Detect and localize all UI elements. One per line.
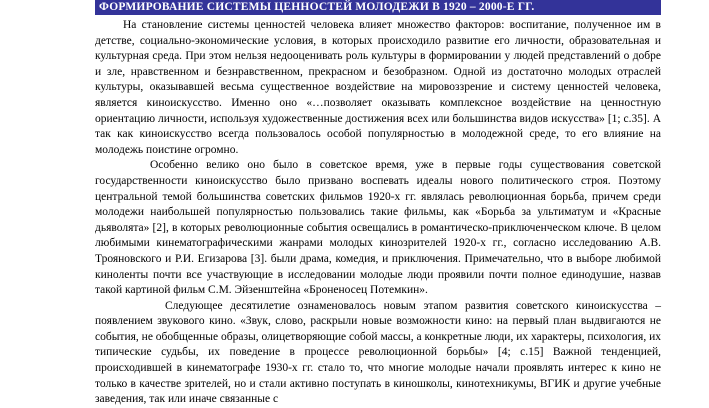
paragraph: Следующее десятилетие ознаменовалось новым этапом развития советского киноискусства – появлением звукового кино. «Звук, слово, раскрыли новые возможности кино: на первый план выдвигаются не события, не обобщенные образы, олицетворяющие собой массы, а конкретные люди, их характеры, психология, их типические судьбы, их поведение в процессе революционной борьбы» [4; с.15] Важной тенденцией, происходившей в кинематографе 1930-х гг. стало то, что многие молодые начали проявлять интерес к кино не только в качестве зрителей, но и стали активно поступать в киношколы, кинотехникумы, ВГИК и другие учебные заведения, так или иначе связанные с bbox=[95, 299, 661, 406]
document-body bbox=[95, 18, 661, 408]
document-page bbox=[95, 0, 661, 408]
paragraph: Особенно велико оно было в советское время, уже в первые годы существования советской государственности киноискусство было призвано воспевать идеалы нового политического строя. Поэтому центральной темой большинства советских фильмов 1920-х гг. являлась революционная борьба, причем среди молодежи наибольшей популярностью пользовались такие фильмы, как «Борьба за ультиматум и «Красные дьяволята» [2], в которых революционные события освещались в романтическо-приключенческом ключе. В целом любимыми кинематографическими жанрами молодых кинозрителей 1920-х гг., согласно исследованию А.В. Трояновского и Р.И. Егизарова [3]. были драма, комедия, и приключения. Примечательно, что в выборе любимой киноленты почти все участвующие в исследовании молодые люди проявили почти полное единодушие, назвав такой картиной фильм С.М. Эйзенштейна «Броненосец Потемкин». bbox=[95, 159, 661, 297]
document-title: ФОРМИРОВАНИЕ СИСТЕМЫ ЦЕННОСТЕЙ МОЛОДЕЖИ В 1920 – 2000-Е ГГ. bbox=[95, 0, 661, 15]
paragraph: На становление системы ценностей человека влияет множество факторов: воспитание, полученное им в детстве, социально-экономические условия, в которых происходило развитие его личности, образовательная и культурная среда. При этом нельзя недооценивать роль культуры в формировании у людей представлений о добре и зле, нравственном и безнравственном, прекрасном и безобразном. Одной из достаточно молодых отраслей культуры, оказывавшей весьма существенное воздействие на мировоззрение и систему ценностей человека, является киноискусство. Именно оно «…позволяет оказывать комплексное воздействие на ценностную ориентацию личности, используя художественные достижения всех или большинства видов искусства» [1; с.35]. А так как киноискусство всегда пользовалось особой популярностью в молодежной среде, то его влияние на молодежь поистине огромно. bbox=[95, 19, 661, 156]
